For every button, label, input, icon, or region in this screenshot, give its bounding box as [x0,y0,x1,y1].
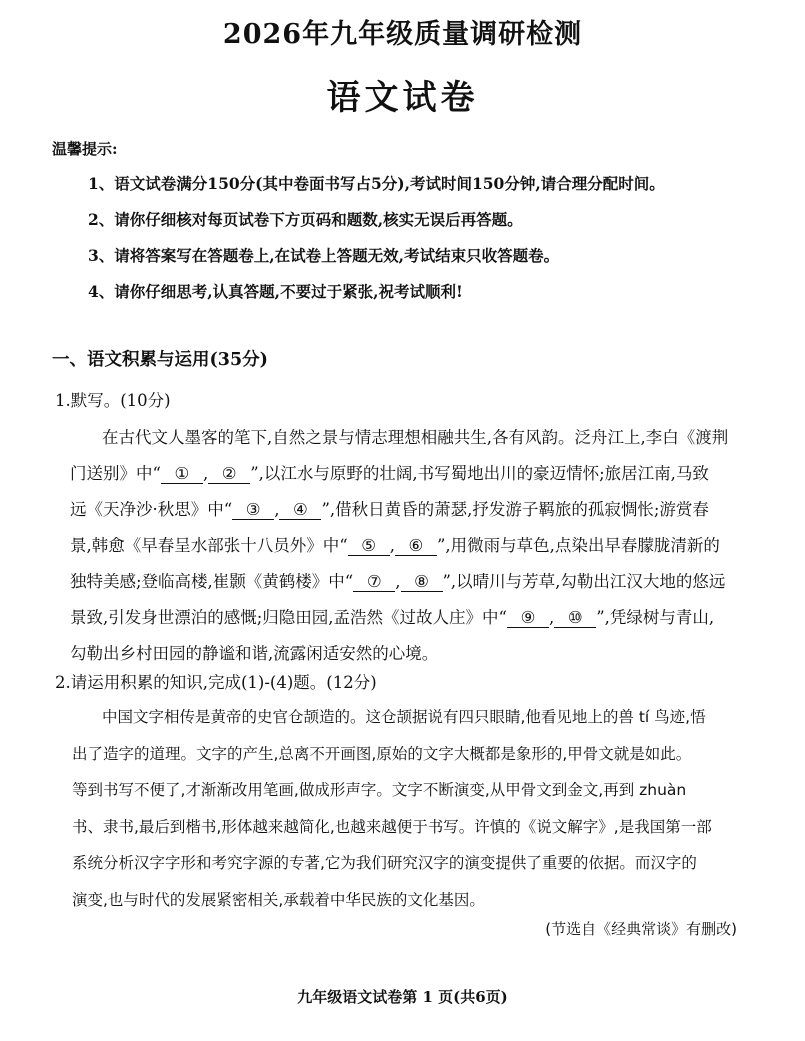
question-2-line: 演变,也与时代的发展紧密相关,承载着中华民族的文化基因。 [72,890,485,909]
answer-blank[interactable]: ⑩ [554,608,596,628]
line-text: , [395,572,401,591]
tip-item-1: 1、语文试卷满分150分(其中卷面书写占5分),考试时间150分钟,请合理分配时间。 [88,174,665,193]
line-text: ”,凭绿树与青山, [596,608,715,627]
question-1-line [70,532,720,556]
exam-title: 2026年九年级质量调研检测 [222,19,583,50]
line-text: , [274,500,280,519]
answer-blank[interactable]: ② [208,464,250,484]
line-text: 远《天净沙·秋思》中“ [70,500,233,519]
question-1-line [70,640,438,664]
question-2-label: 2.请运用积累的知识,完成(1)-(4)题。(12分) [55,673,377,692]
answer-blank[interactable]: ⑨ [507,608,549,628]
answer-blank[interactable]: ④ [279,500,321,520]
line-text: 景,韩愈《早春呈水部张十八员外》中“ [70,536,348,555]
exam-subject-title: 语文试卷 [326,78,479,118]
question-1-line [70,604,714,628]
line-text: 在古代文人墨客的笔下,自然之景与情志理想相融共生,各有风韵。泛舟江上,李白《渡荆 [102,428,729,447]
tip-item-3: 3、请将答案写在答题卷上,在试卷上答题无效,考试结束只收答题卷。 [88,246,560,265]
tip-item-4: 4、请你仔细思考,认真答题,不要过于紧张,祝考试顺利! [88,282,463,301]
tip-item-2: 2、请你仔细核对每页试卷下方页码和题数,核实无误后再答题。 [88,210,523,229]
question-1-line [70,496,709,520]
answer-blank[interactable]: ⑧ [401,572,443,592]
line-text: , [548,608,555,627]
answer-blank[interactable]: ⑦ [353,572,395,592]
line-text: ”,用微雨与草色,点染出早春朦胧清新的 [436,536,720,555]
answer-blank[interactable]: ③ [232,500,274,520]
page-footer: 九年级语文试卷第 1 页(共6页) [297,988,508,1006]
line-text: , [389,536,395,555]
line-text: ”,以江水与原野的壮阔,书写蜀地出川的豪迈情怀;旅居江南,马致 [250,464,709,483]
line-text: ”,借秋日黄昏的萧瑟,抒发游子羁旅的孤寂惆怅;游赏春 [321,500,709,519]
line-text: ”,以晴川与芳草,勾勒出江汉大地的悠远 [442,572,726,591]
question-1-line [70,460,709,484]
question-2-line: 系统分析汉字字形和考究字源的专著,它为我们研究汉字的演变提供了重要的依据。而汉字的 [72,854,697,872]
question-2-line: 出了造字的道理。文字的产生,总离不开画图,原始的文字大概都是象形的,甲骨文就是如此。 [72,744,692,763]
question-2-line: 书、隶书,最后到楷书,形体越来越简化,也越来越便于书写。许慎的《说文解字》,是我国第一部 [72,817,712,836]
answer-blank[interactable]: ① [161,464,203,484]
question-2-line: 等到书写不便了,才渐渐改用笔画,做成形声字。文字不断演变,从甲骨文到金文,再到 zhuàn [72,781,687,799]
question-1-line [70,568,725,592]
line-text: 独特美感;登临高楼,崔颢《黄鹤楼》中“ [70,572,354,591]
question-1-label: 1.默写。(10分) [55,391,171,410]
section-heading: 一、语文积累与运用(35分) [52,350,268,370]
tips-heading: 温馨提示: [52,140,118,158]
passage-source: (节选自《经典常谈》有删改) [545,920,737,938]
line-text: , [202,464,209,483]
line-text: 景致,引发身世漂泊的感慨;归隐田园,孟浩然《过故人庄》中“ [70,608,507,627]
line-text: 门送别》中“ [70,464,161,483]
line-text: 勾勒出乡村田园的静谧和谐,流露闲适安然的心境。 [70,644,439,663]
answer-blank[interactable]: ⑤ [348,536,390,556]
question-2-line: 中国文字相传是黄帝的史官仓颉造的。这仓颉据说有四只眼睛,他看见地上的兽 tí 鸟迹,悟 [102,708,706,726]
answer-blank[interactable]: ⑥ [395,536,437,556]
question-1-line [102,424,728,448]
